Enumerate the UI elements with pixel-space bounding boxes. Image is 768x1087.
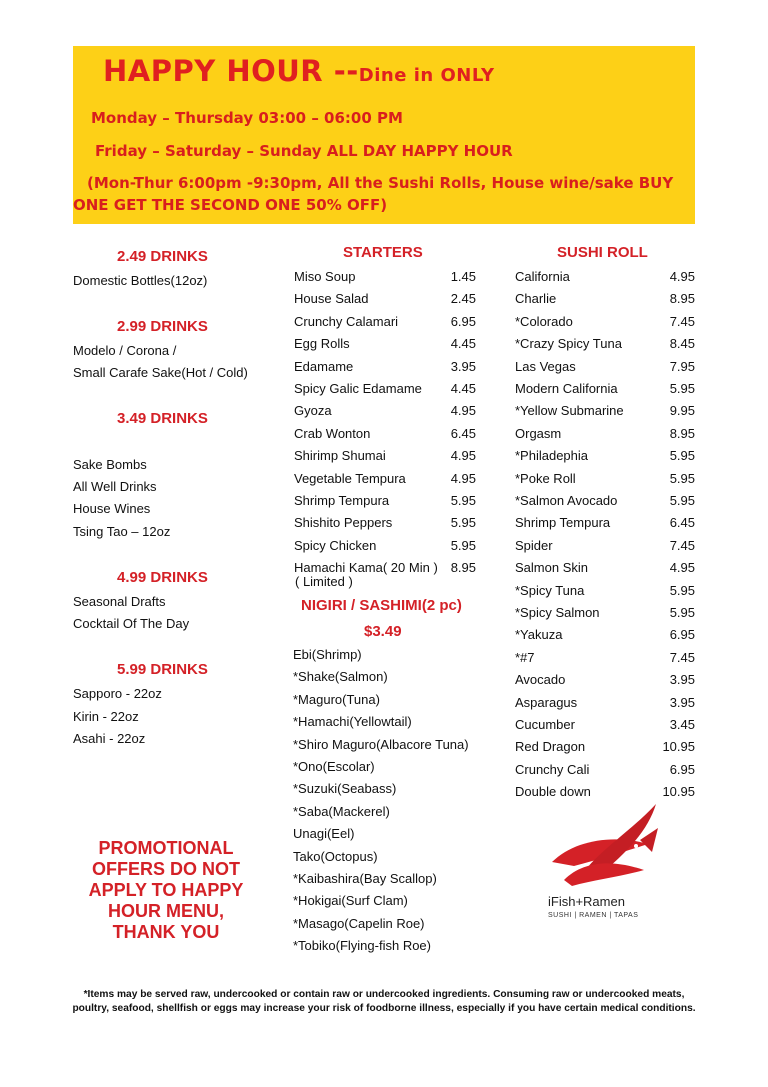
happy-hour-weekend: Friday – Saturday – Sunday ALL DAY HAPPY HOUR <box>95 142 513 160</box>
menu-item-price: 5.95 <box>669 605 695 620</box>
menu-item-price: 2.45 <box>450 291 476 307</box>
menu-row <box>515 359 695 377</box>
happy-hour-title-sub: Dine in ONLY <box>358 65 495 86</box>
menu-item-price: 8.95 <box>669 425 695 441</box>
menu-item-price: 5.95 <box>669 381 695 396</box>
menu-item-price: 10.95 <box>662 739 695 755</box>
menu-item-price: 5.95 <box>450 493 476 508</box>
menu-row <box>515 381 695 399</box>
menu-item-name: *Yakuza <box>515 627 563 643</box>
menu-item-price: 5.95 <box>450 515 476 531</box>
menu-item-name: Crunchy Cali <box>515 761 590 777</box>
menu-row <box>515 403 695 421</box>
menu-row <box>294 336 476 354</box>
happy-hour-weekday: Monday – Thursday 03:00 – 06:00 PM <box>91 109 403 127</box>
menu-item-name: Salmon Skin <box>515 560 588 576</box>
menu-item-name: Spicy Galic Edamame <box>294 381 422 396</box>
menu-row <box>515 717 695 735</box>
menu-item-name: *Philadephia <box>515 448 589 464</box>
drink-item: Tsing Tao – 12oz <box>73 524 171 539</box>
nigiri-item: *Shiro Maguro(Albacore Tuna) <box>293 736 469 752</box>
promo-line: PROMOTIONAL <box>98 838 234 858</box>
menu-row <box>515 493 695 511</box>
menu-row <box>294 359 476 377</box>
drinks-tier5-heading: 5.99 DRINKS <box>117 661 208 678</box>
promo-line: OFFERS DO NOT <box>92 859 240 879</box>
menu-row <box>515 269 695 287</box>
drink-item: Modelo / Corona / <box>73 343 177 358</box>
menu-row <box>294 493 476 511</box>
menu-item-price: 3.95 <box>450 358 476 374</box>
menu-item-price: 4.95 <box>669 269 695 284</box>
menu-item-name: Miso Soup <box>294 269 356 284</box>
menu-item-price: 8.95 <box>450 560 476 576</box>
menu-item-name: *#7 <box>515 649 535 665</box>
menu-item-price: 4.45 <box>450 381 476 396</box>
drink-item: Kirin - 22oz <box>73 709 139 724</box>
fish-icon <box>544 800 664 890</box>
menu-item-price: 6.95 <box>450 313 476 329</box>
menu-item-price: 4.95 <box>669 560 695 576</box>
drink-item: Sapporo - 22oz <box>73 686 162 701</box>
menu-item-price: 4.95 <box>450 470 476 486</box>
drinks-tier2-heading: 2.99 DRINKS <box>117 318 208 335</box>
promo-line: THANK YOU <box>112 922 220 942</box>
menu-item-name: Crunchy Calamari <box>294 313 399 329</box>
menu-item-price: 5.95 <box>669 448 695 464</box>
menu-item-price: 5.95 <box>669 493 695 508</box>
menu-row <box>515 739 695 757</box>
menu-item-name: *Spicy Salmon <box>515 605 600 620</box>
menu-row <box>515 762 695 780</box>
menu-row <box>515 314 695 332</box>
menu-row <box>294 403 476 421</box>
promo-line: HOUR MENU, <box>108 901 224 921</box>
menu-item-price: 7.45 <box>669 649 695 665</box>
nigiri-item: *Hamachi(Yellowtail) <box>293 714 412 730</box>
menu-item-name: California <box>515 269 570 284</box>
menu-row <box>294 538 476 556</box>
menu-item-name: Orgasm <box>515 425 562 441</box>
menu-item-price: 3.45 <box>669 717 695 732</box>
disclaimer-line: *Items may be served raw, undercooked or contain raw or undercooked ingredients. Consuming raw or undercooked meats, <box>83 989 685 1000</box>
menu-row <box>515 560 695 578</box>
menu-item-name: *Colorado <box>515 313 573 329</box>
menu-row <box>294 426 476 444</box>
menu-item-name: Hamachi Kama( 20 Min ) <box>294 560 438 576</box>
nigiri-item: *Suzuki(Seabass) <box>293 781 397 797</box>
menu-item-price: 5.95 <box>669 582 695 598</box>
menu-item-name: Las Vegas <box>515 358 576 374</box>
menu-row <box>515 291 695 309</box>
happy-hour-note-line2: ONE GET THE SECOND ONE 50% OFF) <box>73 196 388 214</box>
menu-item-name: Avocado <box>515 672 566 688</box>
menu-item-price: 1.45 <box>450 269 476 284</box>
menu-item-name: Modern California <box>515 381 618 396</box>
drink-item: House Wines <box>73 501 151 516</box>
menu-row <box>294 448 476 466</box>
menu-item-name: Shishito Peppers <box>294 515 393 531</box>
menu-row <box>515 448 695 466</box>
drinks-tier4-heading: 4.99 DRINKS <box>117 569 208 586</box>
menu-item-name: *Salmon Avocado <box>515 493 618 508</box>
menu-item-name: Edamame <box>294 358 354 374</box>
nigiri-item: Ebi(Shrimp) <box>293 647 362 662</box>
menu-item-price: 3.95 <box>669 672 695 688</box>
menu-item-name: Spicy Chicken <box>294 537 377 553</box>
menu-item-name: Vegetable Tempura <box>294 470 406 486</box>
menu-item-name: House Salad <box>294 291 369 307</box>
menu-item-price: 4.95 <box>450 403 476 419</box>
logo-name: iFish+Ramen <box>548 894 625 909</box>
menu-item-price: 10.95 <box>662 784 695 800</box>
drink-item: Small Carafe Sake(Hot / Cold) <box>73 365 248 380</box>
drink-item: Sake Bombs <box>73 457 147 472</box>
menu-item-price: 4.45 <box>450 336 476 352</box>
nigiri-heading: NIGIRI / SASHIMI(2 pc) <box>301 597 462 614</box>
nigiri-item: *Saba(Mackerel) <box>293 803 390 819</box>
menu-item-name: Charlie <box>515 291 557 307</box>
drinks-tier3-heading: 3.49 DRINKS <box>117 410 208 427</box>
menu-row <box>294 314 476 332</box>
drink-item: Seasonal Drafts <box>73 594 166 609</box>
menu-item-name: *Crazy Spicy Tuna <box>515 336 622 352</box>
menu-item-price: 8.45 <box>669 336 695 352</box>
menu-item-name: Double down <box>515 784 591 800</box>
menu-row <box>515 515 695 533</box>
menu-row <box>294 381 476 399</box>
menu-item-name: *Spicy Tuna <box>515 582 585 598</box>
happy-hour-note <box>73 172 683 216</box>
menu-item-price: 5.95 <box>669 470 695 486</box>
nigiri-item: *Shake(Salmon) <box>293 669 388 685</box>
menu-row <box>515 650 695 668</box>
menu-row <box>294 269 476 287</box>
menu-item-name: Shrimp Tempura <box>294 493 390 508</box>
drinks-tier1-heading: 2.49 DRINKS <box>117 248 208 265</box>
nigiri-item: *Tobiko(Flying-fish Roe) <box>293 938 431 954</box>
hamachi-note: ( Limited ) <box>295 574 353 589</box>
menu-item-price: 7.95 <box>669 358 695 374</box>
menu-item-price: 9.95 <box>669 403 695 419</box>
promo-notice <box>73 838 259 943</box>
nigiri-item: *Ono(Escolar) <box>293 759 375 774</box>
menu-row <box>294 291 476 309</box>
menu-item-name: Crab Wonton <box>294 425 371 441</box>
nigiri-item: *Masago(Capelin Roe) <box>293 915 425 931</box>
menu-item-price: 8.95 <box>669 291 695 307</box>
menu-item-name: Red Dragon <box>515 739 586 755</box>
menu-item-name: *Poke Roll <box>515 470 576 486</box>
happy-hour-title-main: HAPPY HOUR -- <box>103 54 359 88</box>
nigiri-item: *Kaibashira(Bay Scallop) <box>293 871 437 886</box>
nigiri-item: Unagi(Eel) <box>293 826 355 842</box>
menu-item-price: 6.95 <box>669 627 695 643</box>
menu-item-price: 5.95 <box>450 537 476 553</box>
menu-item-name: Shirimp Shumai <box>294 448 386 464</box>
menu-item-name: Asparagus <box>515 694 578 710</box>
nigiri-item: *Maguro(Tuna) <box>293 691 380 707</box>
menu-item-price: 7.45 <box>669 537 695 553</box>
menu-row <box>515 426 695 444</box>
drink-item: Domestic Bottles(12oz) <box>73 273 208 288</box>
promo-line: APPLY TO HAPPY <box>88 880 244 900</box>
disclaimer-line: poultry, seafood, shellfish or eggs may increase your risk of foodborne illness, especially if you have certain medical conditions. <box>72 1003 696 1014</box>
drink-item: Asahi - 22oz <box>73 731 146 746</box>
happy-hour-note-line1: (Mon-Thur 6:00pm -9:30pm, All the Sushi Rolls, House wine/sake BUY <box>87 174 674 192</box>
menu-item-price: 6.45 <box>450 425 476 441</box>
menu-item-name: *Yellow Submarine <box>515 403 624 419</box>
menu-row <box>515 627 695 645</box>
menu-row <box>294 515 476 533</box>
menu-row <box>515 672 695 690</box>
menu-row <box>515 336 695 354</box>
menu-row <box>515 605 695 623</box>
menu-item-name: Shrimp Tempura <box>515 515 611 531</box>
menu-item-name: Gyoza <box>294 403 332 419</box>
menu-row <box>294 471 476 489</box>
menu-row <box>515 583 695 601</box>
menu-item-price: 6.95 <box>669 761 695 777</box>
nigiri-item: *Hokigai(Surf Clam) <box>293 893 408 909</box>
menu-row <box>515 538 695 556</box>
menu-item-price: 6.45 <box>669 515 695 531</box>
menu-row <box>515 471 695 489</box>
menu-item-price: 4.95 <box>450 448 476 464</box>
nigiri-item: Tako(Octopus) <box>293 848 378 864</box>
drink-item: Cocktail Of The Day <box>73 616 190 631</box>
logo-tagline: SUSHI | RAMEN | TAPAS <box>548 912 639 919</box>
menu-item-price: 3.95 <box>669 694 695 710</box>
menu-item-name: Spider <box>515 537 553 553</box>
menu-item-price: 7.45 <box>669 313 695 329</box>
happy-hour-title <box>103 54 495 88</box>
menu-row <box>515 695 695 713</box>
sushi-roll-heading: SUSHI ROLL <box>557 244 648 261</box>
disclaimer <box>60 988 708 1016</box>
menu-item-name: Cucumber <box>515 717 575 732</box>
nigiri-price: $3.49 <box>364 623 402 640</box>
starters-heading: STARTERS <box>343 244 423 261</box>
menu-item-name: Egg Rolls <box>294 336 350 352</box>
drink-item: All Well Drinks <box>73 479 157 494</box>
